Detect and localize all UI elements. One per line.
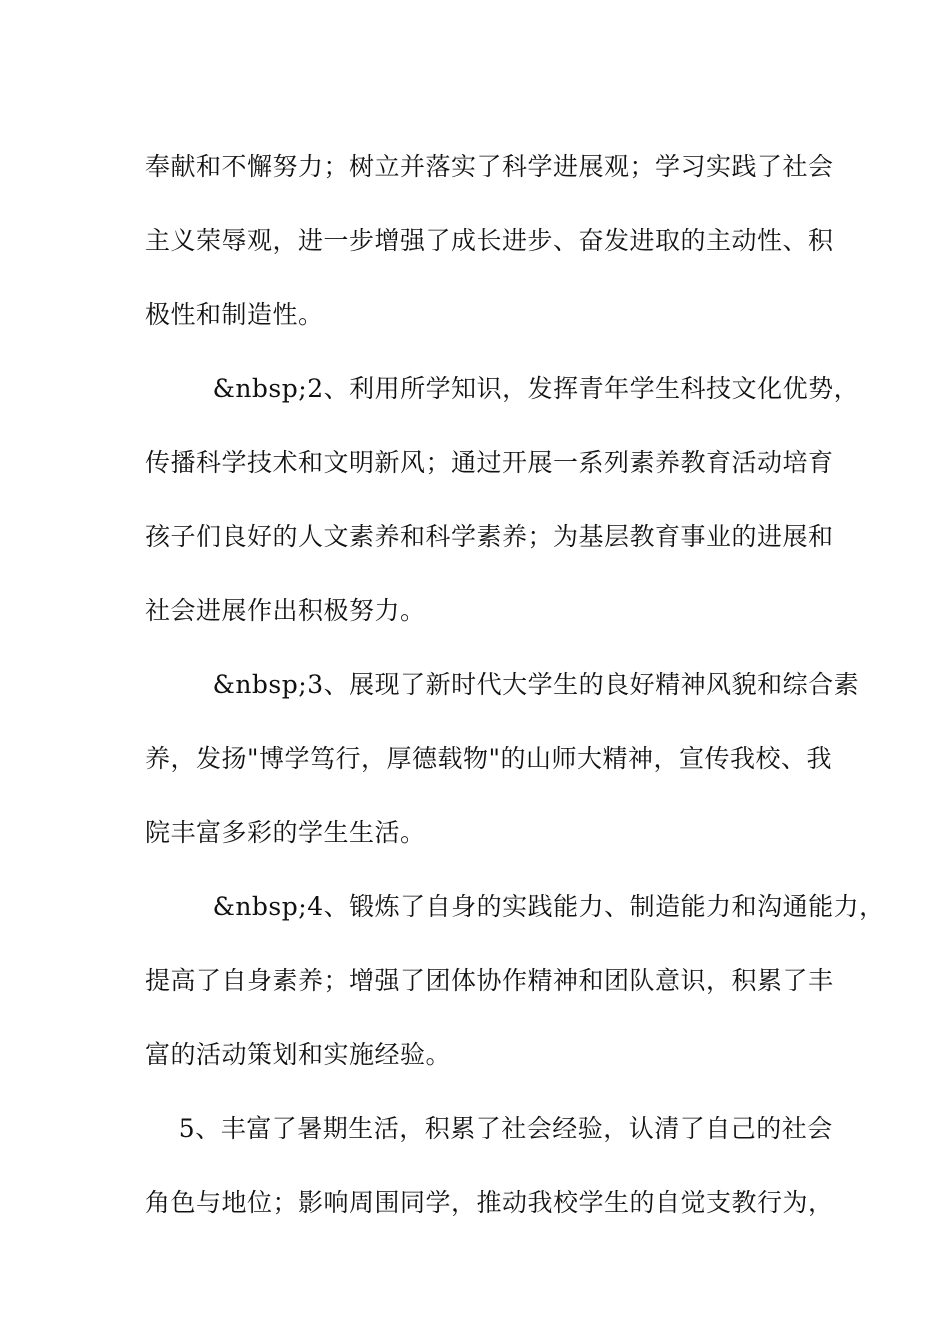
text-line-3: 极性和制造性。 — [145, 300, 324, 329]
document-body — [145, 130, 885, 1240]
text-line-15: 角色与地位；影响周围同学，推动我校学生的自觉支教行为， — [145, 1188, 834, 1217]
text-line-13: 富的活动策划和实施经验。 — [145, 1040, 452, 1069]
text-line-5: 传播科学技术和文明新风；通过开展一系列素养教育活动培育 — [145, 448, 834, 477]
text-line-2: 主义荣辱观，进一步增强了成长进步、奋发进取的主动性、积 — [145, 226, 834, 255]
text-line-4: &nbsp;2、利用所学知识，发挥青年学生科技文化优势， — [145, 374, 860, 403]
text-line-8: &nbsp;3、展现了新时代大学生的良好精神风貌和综合素 — [145, 670, 860, 699]
text-line-1: 奉献和不懈努力；树立并落实了科学进展观；学习实践了社会 — [145, 152, 834, 181]
text-line-6: 孩子们良好的人文素养和科学素养；为基层教育事业的进展和 — [145, 522, 834, 551]
text-line-14: 5、丰富了暑期生活，积累了社会经验，认清了自己的社会 — [145, 1114, 833, 1143]
text-line-7: 社会进展作出积极努力。 — [145, 596, 426, 625]
text-line-12: 提高了自身素养；增强了团体协作精神和团队意识，积累了丰 — [145, 966, 834, 995]
text-line-9: 养，发扬"博学笃行，厚德载物"的山师大精神，宣传我校、我 — [145, 744, 833, 773]
text-line-10: 院丰富多彩的学生生活。 — [145, 818, 426, 847]
text-line-11: &nbsp;4、锻炼了自身的实践能力、制造能力和沟通能力， — [145, 892, 885, 921]
